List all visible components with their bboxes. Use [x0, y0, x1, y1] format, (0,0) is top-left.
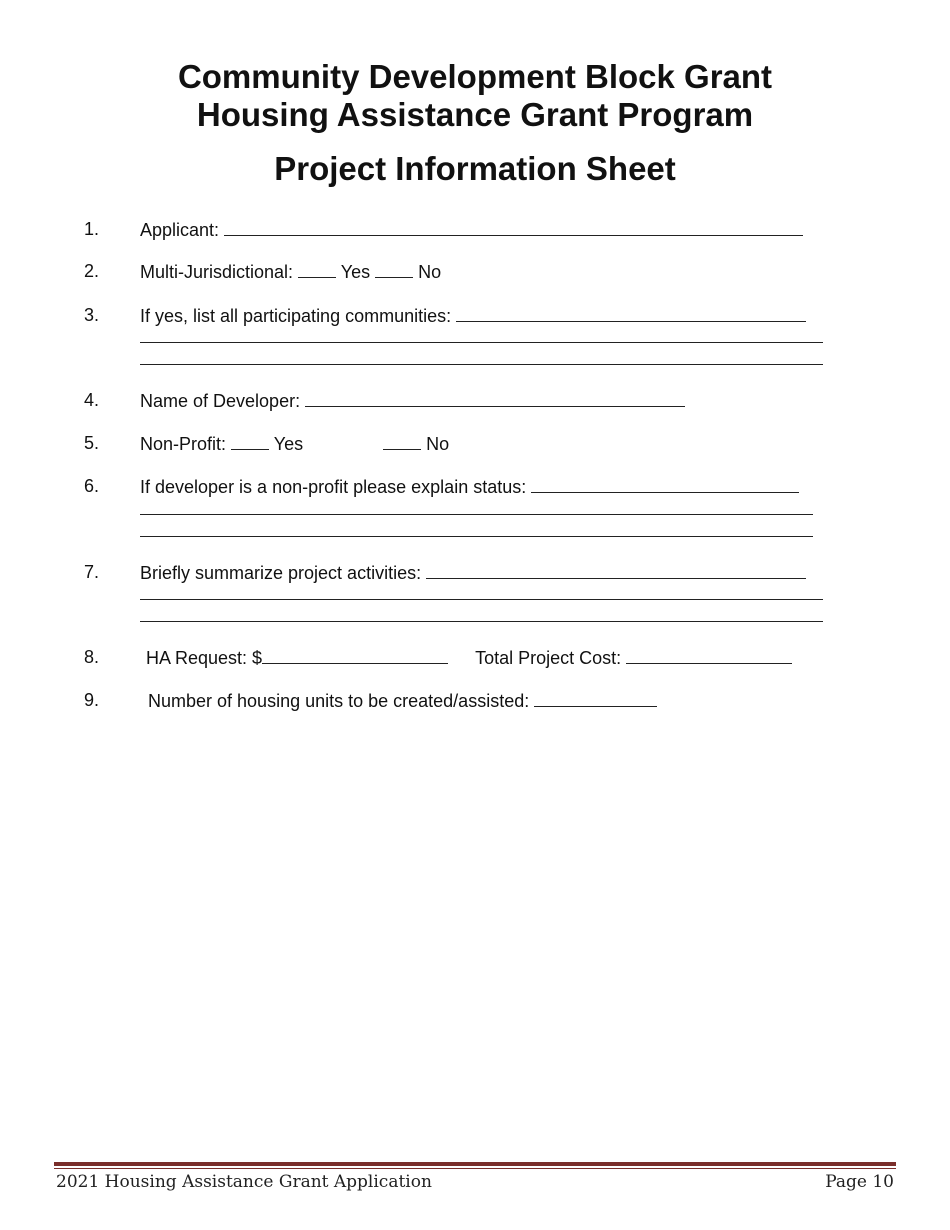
project-activities-row	[140, 561, 806, 584]
non-profit-no-field[interactable]	[383, 432, 421, 450]
non-profit-label: Non-Profit:	[140, 434, 227, 454]
multi-jurisdictional-no-field[interactable]	[375, 260, 413, 278]
participating-communities-row	[140, 304, 806, 327]
non-profit-yes-label: Yes	[273, 434, 304, 454]
multi-jurisdictional-yes-label: Yes	[340, 262, 371, 282]
footer-document-title: 2021 Housing Assistance Grant Application	[56, 1172, 432, 1192]
non-profit-status-field[interactable]	[531, 475, 799, 493]
participating-communities-line-3[interactable]	[140, 364, 823, 365]
title-line-2: Housing Assistance Grant Program	[196, 96, 754, 133]
non-profit-status-row	[140, 475, 799, 498]
item-number-5: 5.	[84, 433, 100, 453]
footer-page-number: Page 10	[825, 1172, 894, 1192]
item-number-1: 1.	[84, 219, 100, 239]
housing-units-label: Number of housing units to be created/assisted:	[148, 691, 530, 711]
developer-row	[140, 389, 685, 412]
non-profit-status-line-2[interactable]	[140, 514, 813, 515]
total-project-cost-label: Total Project Cost:	[475, 648, 622, 668]
applicant-label: Applicant:	[140, 220, 220, 240]
project-activities-line-3[interactable]	[140, 621, 823, 622]
item-number-9: 9.	[84, 690, 100, 710]
footer-divider-thin	[54, 1168, 896, 1169]
developer-label: Name of Developer:	[140, 391, 301, 411]
item-number-4: 4.	[84, 390, 100, 410]
participating-communities-line-2[interactable]	[140, 342, 823, 343]
multi-jurisdictional-row	[140, 260, 441, 283]
item-number-7: 7.	[84, 562, 100, 582]
participating-communities-field[interactable]	[456, 304, 806, 322]
applicant-row	[140, 218, 803, 241]
housing-units-field[interactable]	[534, 689, 657, 707]
title-line-1: Community Development Block Grant	[177, 58, 773, 95]
page-title: Project Information Sheet	[274, 150, 676, 187]
project-activities-line-2[interactable]	[140, 599, 823, 600]
developer-field[interactable]	[305, 389, 685, 407]
total-project-cost-field[interactable]	[626, 646, 792, 664]
non-profit-no-label: No	[426, 434, 450, 454]
multi-jurisdictional-yes-field[interactable]	[298, 260, 336, 278]
non-profit-status-label: If developer is a non-profit please explain status:	[140, 477, 527, 497]
item-number-8: 8.	[84, 647, 100, 667]
non-profit-yes-field[interactable]	[231, 432, 269, 450]
applicant-field[interactable]	[224, 218, 803, 236]
project-activities-label: Briefly summarize project activities:	[140, 563, 422, 583]
housing-units-row	[148, 689, 657, 712]
project-activities-field[interactable]	[426, 561, 806, 579]
participating-communities-label: If yes, list all participating communities:	[140, 306, 452, 326]
non-profit-status-line-3[interactable]	[140, 536, 813, 537]
multi-jurisdictional-no-label: No	[418, 262, 442, 282]
item-number-6: 6.	[84, 476, 100, 496]
ha-request-field[interactable]	[262, 646, 448, 664]
ha-request-label: HA Request: $	[146, 648, 263, 668]
multi-jurisdictional-label: Multi-Jurisdictional:	[140, 262, 294, 282]
funding-row	[146, 646, 792, 669]
non-profit-row	[140, 432, 449, 455]
footer-divider	[54, 1162, 896, 1166]
item-number-3: 3.	[84, 305, 100, 325]
item-number-2: 2.	[84, 261, 100, 281]
